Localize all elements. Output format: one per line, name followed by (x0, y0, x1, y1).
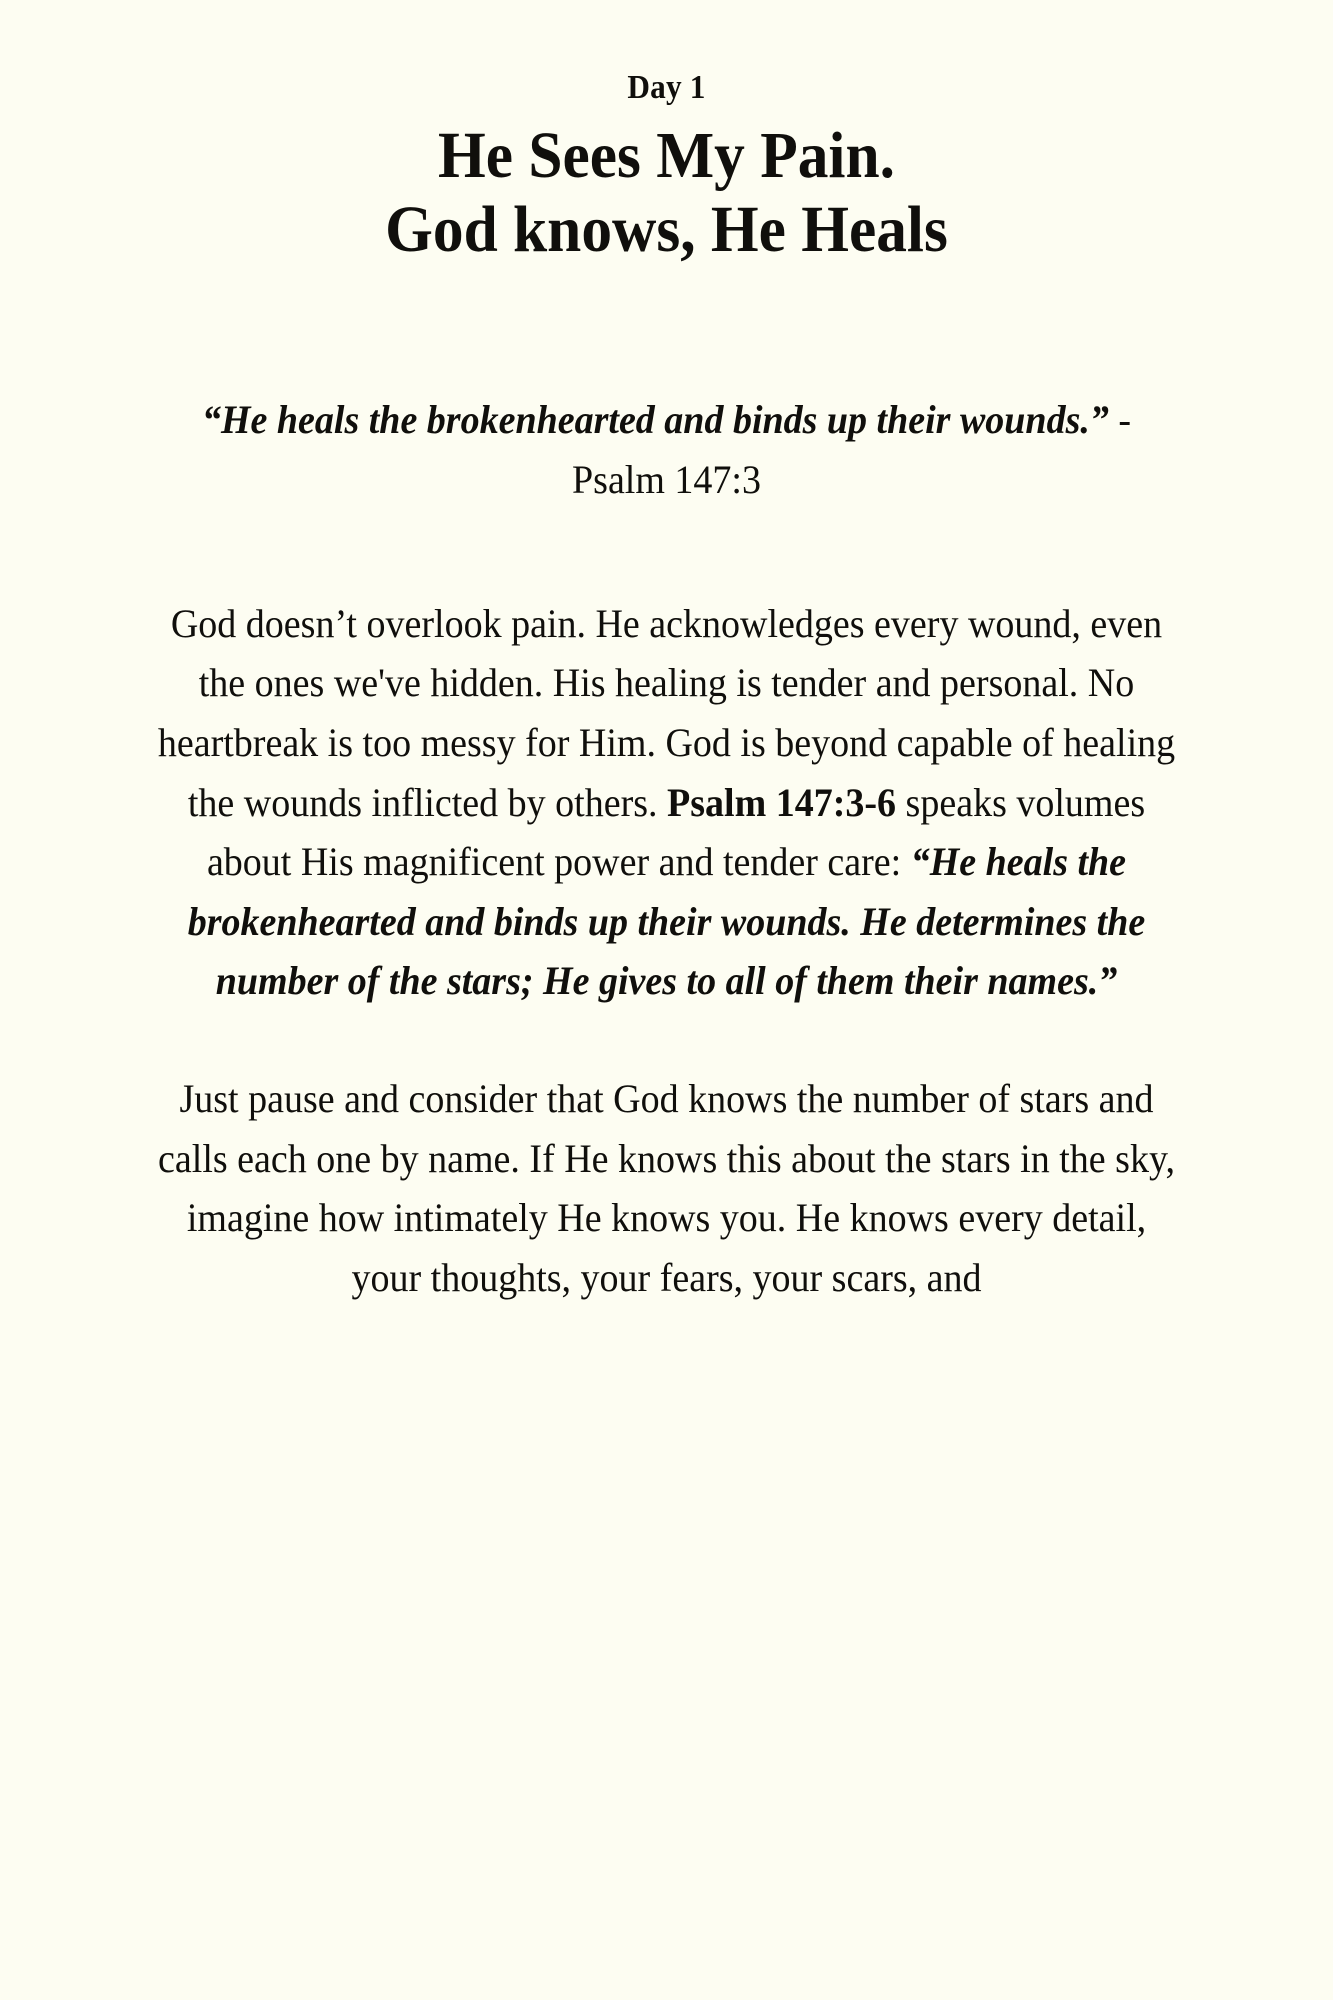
day-label: Day 1 (627, 69, 706, 106)
body-paragraph-2 (147, 1069, 1185, 1307)
paragraph-1-scripture-reference-bold: Psalm 147:3-6 (667, 779, 897, 825)
page-title (158, 119, 1174, 268)
scripture-epigraph (147, 390, 1185, 510)
body-copy (120, 594, 1213, 1308)
body-paragraph-1 (147, 594, 1185, 1011)
paragraph-1-segment-3: speaks volumes about His magnificent power and tender care: (206, 779, 1146, 885)
paragraph-1-inline-scripture-quote: “He heals the brokenhearted and binds up their wounds. He determines the number of the stars; He gives to all of them their names.” (187, 839, 1146, 1004)
scripture-reference: - Psalm 147:3 (572, 396, 1132, 502)
page-title-line-2: God knows, He Heals (385, 193, 948, 267)
scripture-quote-text: “He heals the brokenhearted and binds up their wounds.” (201, 396, 1109, 442)
paragraph-1-segment-1: God doesn’t overlook pain. He acknowledges every wound, even the ones we've hidden. His healing is tender and personal. No heartbreak is too messy for Him. God is beyond capable of healing the wounds inflicted by others. (157, 600, 1176, 825)
paragraph-2-segment-1: Just pause and consider that God knows the number of stars and calls each one by name. If He knows this about the stars in the sky, imagine how intimately He knows you. He knows every detail, your thoughts, your fears, your scars, and (158, 1076, 1175, 1300)
page-title-line-1: He Sees My Pain. (438, 118, 895, 192)
